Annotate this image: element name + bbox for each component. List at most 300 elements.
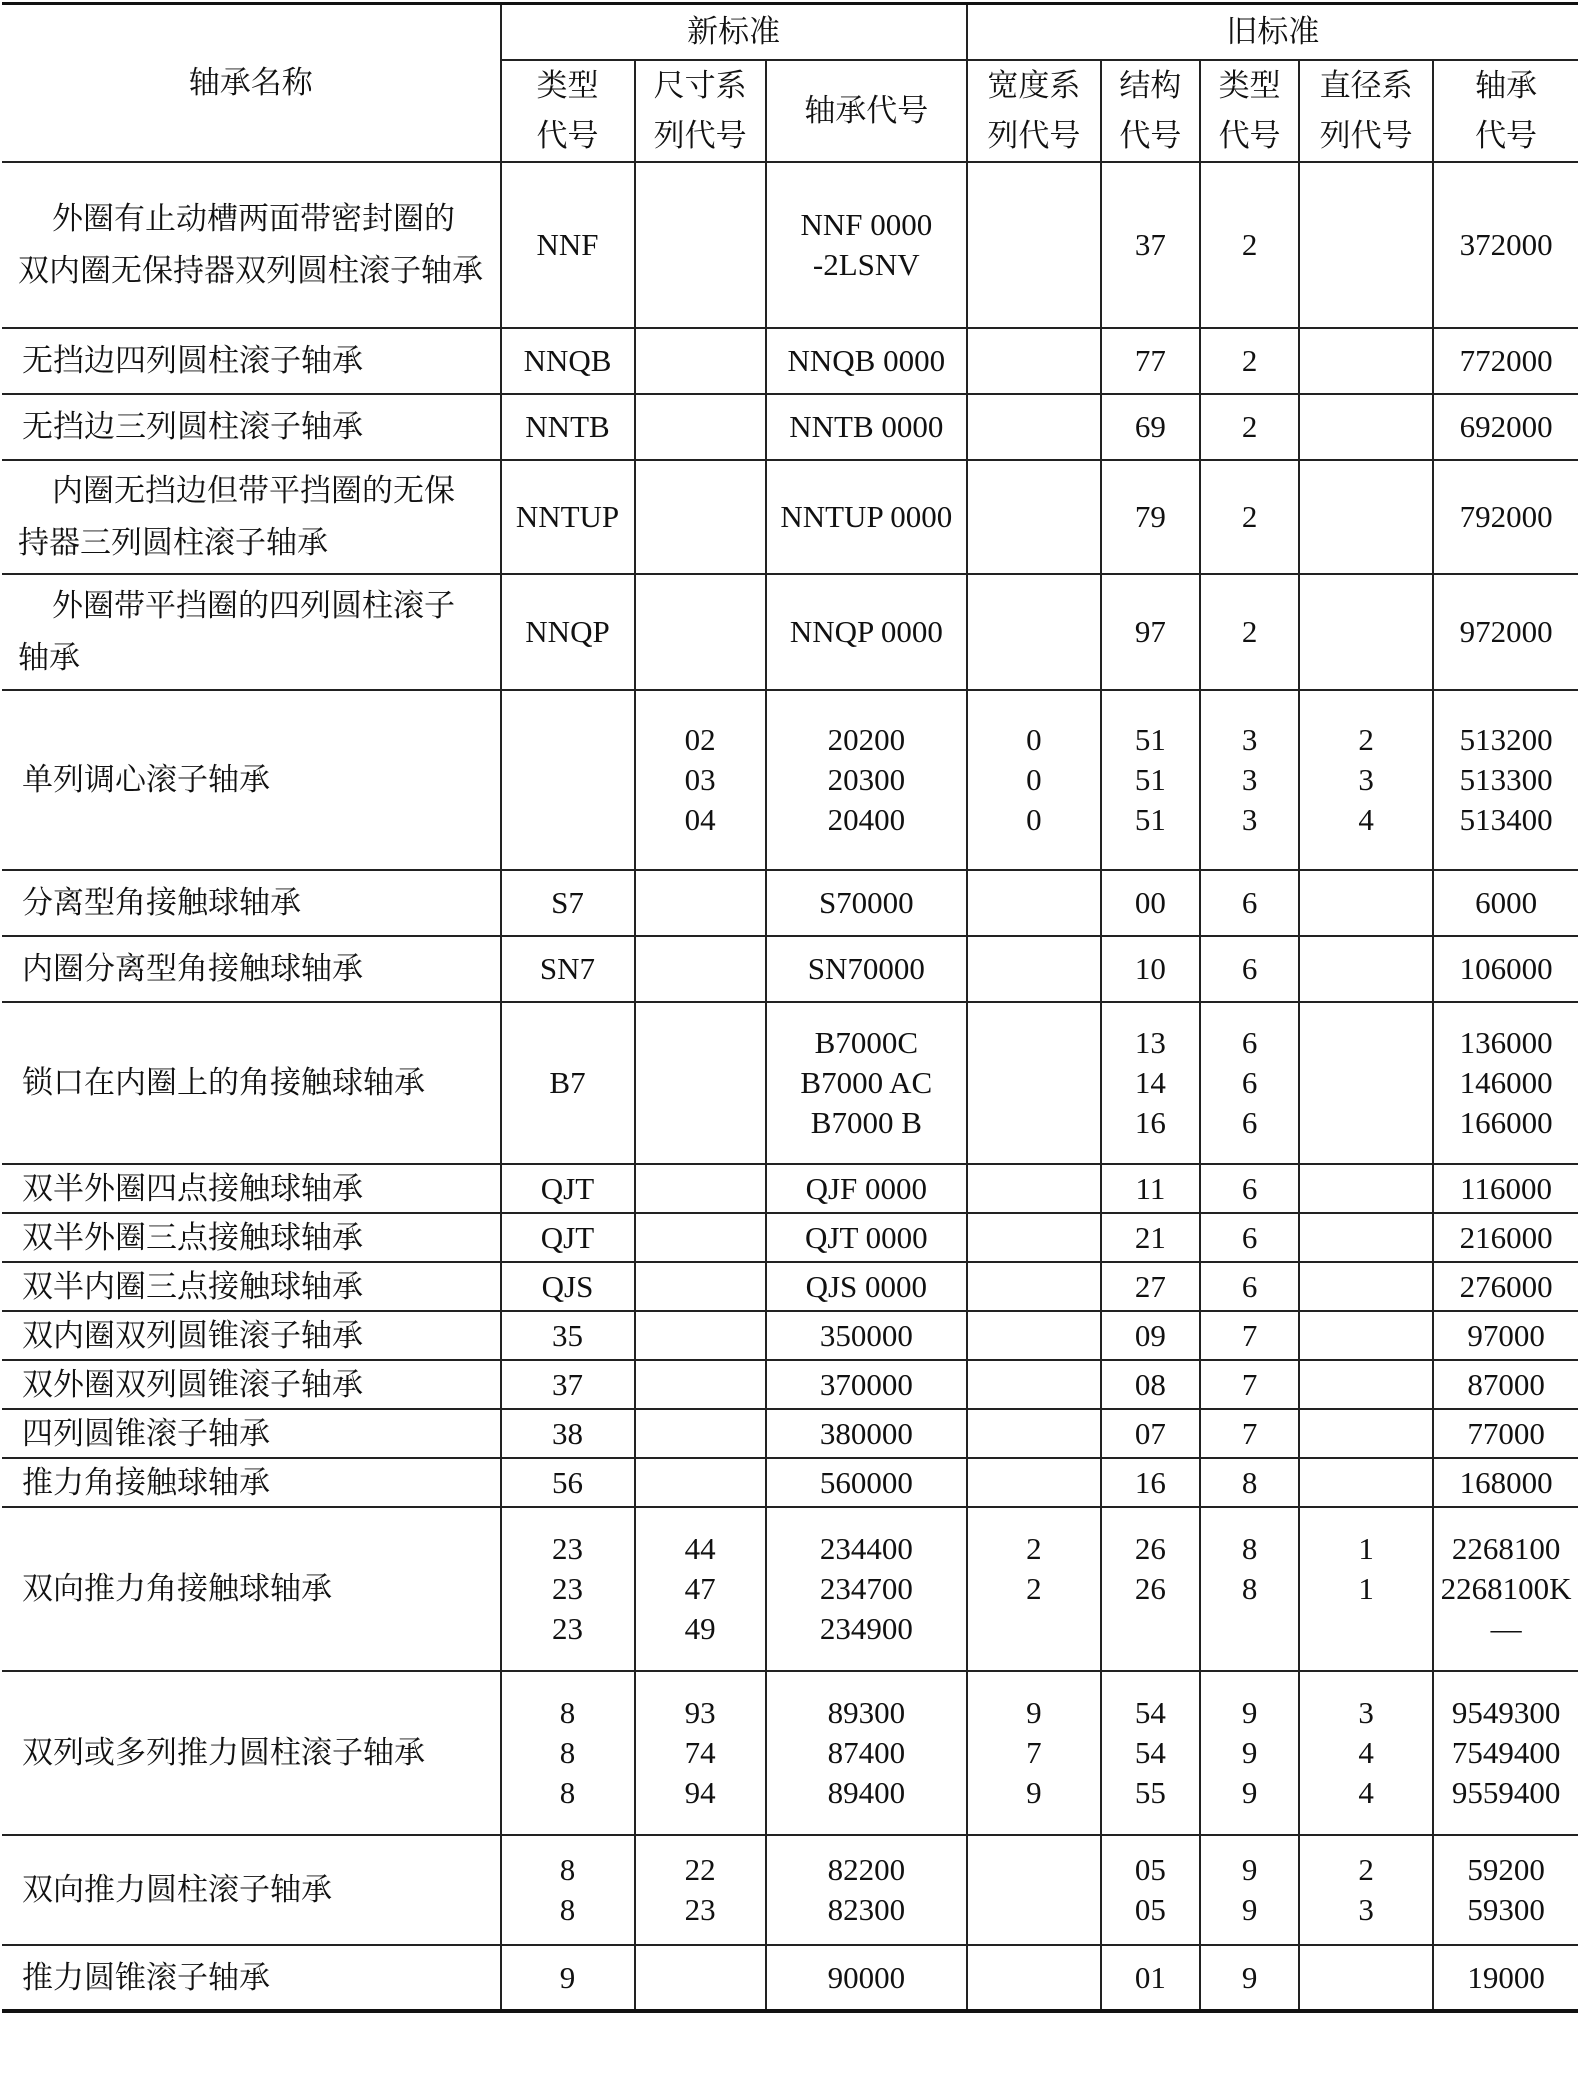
cell-old-bearing-code <box>1433 394 1578 460</box>
cell-bearing-code <box>766 1671 967 1835</box>
cell-structure-code <box>1101 1311 1200 1360</box>
cell-value: 3 <box>1241 802 1258 837</box>
cell-value: 6 <box>1241 1219 1258 1255</box>
cell-value: 3 <box>1358 1695 1374 1730</box>
cell-value: 772000 <box>1459 343 1553 378</box>
cell-value: 59300 <box>1467 1892 1545 1927</box>
cell-value: B7000C <box>814 1025 918 1060</box>
cell-size-series <box>635 394 766 460</box>
cell-old-bearing-code <box>1433 1507 1578 1671</box>
cell-old-bearing-code <box>1433 1311 1578 1360</box>
cell-value: 20200 <box>827 722 906 757</box>
cell-value: 79 <box>1134 499 1166 534</box>
cell-value: 07 <box>1134 1415 1166 1451</box>
cell-value: 2 <box>1241 227 1258 262</box>
cell-value: 44 <box>684 1531 716 1566</box>
cell-size-series <box>635 1409 766 1458</box>
table-row <box>2 1164 1578 1213</box>
cell-bearing-name: 双外圈双列圆锥滚子轴承 <box>2 1360 501 1409</box>
cell-value: 03 <box>684 762 716 797</box>
cell-value: 93 <box>684 1695 716 1730</box>
cell-value: NNTB 0000 <box>789 409 944 444</box>
cell-old-type-code <box>1200 1945 1299 2011</box>
cell-size-series <box>635 460 766 574</box>
table-row <box>2 1409 1578 1458</box>
cell-diameter-series <box>1299 1164 1433 1213</box>
cell-size-series <box>635 1671 766 1835</box>
table-row <box>2 1458 1578 1507</box>
cell-value: 6 <box>1241 1105 1258 1140</box>
cell-value: 6 <box>1241 1025 1258 1060</box>
cell-value: 7 <box>1241 1415 1258 1451</box>
cell-bearing-code <box>766 1164 967 1213</box>
cell-value: 0 <box>1026 802 1042 837</box>
cell-old-type-code <box>1200 1360 1299 1409</box>
cell-value: NNQB 0000 <box>787 343 946 378</box>
cell-type-code <box>501 690 635 870</box>
cell-structure-code <box>1101 1002 1200 1164</box>
table-row <box>2 1671 1578 1835</box>
cell-value: — <box>1490 1611 1522 1646</box>
cell-value: 47 <box>684 1571 716 1606</box>
cell-value: 116000 <box>1460 1170 1552 1206</box>
cell-structure-code <box>1101 328 1200 394</box>
cell-value: 8 <box>1241 1464 1258 1500</box>
cell-value: 6 <box>1241 1268 1258 1304</box>
cell-value: SN7 <box>539 951 596 986</box>
cell-value: NNTUP 0000 <box>780 499 953 534</box>
cell-value: 372000 <box>1459 227 1553 262</box>
cell-width-series <box>967 1458 1101 1507</box>
table-row <box>2 1507 1578 1671</box>
header-new-bearing-code: 轴承代号 <box>766 60 967 162</box>
cell-value: 3 <box>1241 762 1258 797</box>
header-old-width-series: 宽度系 列代号 <box>967 60 1101 162</box>
cell-value: 168000 <box>1459 1464 1553 1500</box>
cell-bearing-name: 内圈无挡边但带平挡圈的无保持器三列圆柱滚子轴承 <box>2 460 501 574</box>
cell-value: 19000 <box>1467 1959 1545 1995</box>
cell-value: 77000 <box>1467 1415 1545 1451</box>
cell-value: 350000 <box>819 1317 913 1353</box>
cell-value: 2 <box>1241 343 1258 378</box>
cell-width-series <box>967 1835 1101 1945</box>
cell-width-series <box>967 574 1101 690</box>
cell-structure-code <box>1101 1164 1200 1213</box>
cell-type-code <box>501 1835 635 1945</box>
table-row <box>2 162 1578 328</box>
cell-value: 11 <box>1135 1170 1166 1206</box>
cell-value: 513400 <box>1459 802 1553 837</box>
cell-value: 8 <box>559 1892 576 1927</box>
cell-old-type-code <box>1200 574 1299 690</box>
cell-value: 82300 <box>827 1892 906 1927</box>
cell-old-bearing-code <box>1433 1671 1578 1835</box>
cell-type-code <box>501 1507 635 1671</box>
cell-type-code <box>501 328 635 394</box>
cell-value: 23 <box>552 1611 583 1646</box>
cell-size-series <box>635 1360 766 1409</box>
cell-value: 7549400 <box>1451 1735 1561 1770</box>
cell-value: 9 <box>559 1959 576 1995</box>
cell-value: 2 <box>1026 1571 1042 1606</box>
cell-value: 74 <box>684 1735 716 1770</box>
cell-value: 51 <box>1134 722 1166 757</box>
cell-value: 276000 <box>1459 1268 1553 1304</box>
cell-value: NNQB <box>523 343 612 378</box>
cell-size-series <box>635 1835 766 1945</box>
cell-structure-code <box>1101 690 1200 870</box>
cell-value: 87400 <box>827 1735 906 1770</box>
cell-diameter-series <box>1299 870 1433 936</box>
cell-value: 7 <box>1241 1317 1258 1353</box>
cell-value: NNTUP <box>515 499 620 534</box>
cell-old-type-code <box>1200 1409 1299 1458</box>
cell-value: 7 <box>1241 1366 1258 1402</box>
cell-value: QJS <box>541 1268 594 1304</box>
cell-type-code <box>501 1409 635 1458</box>
cell-value: 37 <box>1134 227 1166 262</box>
cell-type-code <box>501 870 635 936</box>
cell-value: 54 <box>1134 1695 1166 1730</box>
cell-value: 513200 <box>1459 722 1553 757</box>
cell-bearing-code <box>766 1507 967 1671</box>
header-new-type-code: 类型 代号 <box>501 60 635 162</box>
cell-diameter-series <box>1299 1835 1433 1945</box>
cell-value: 8 <box>559 1775 576 1810</box>
cell-structure-code <box>1101 870 1200 936</box>
cell-old-bearing-code <box>1433 1213 1578 1262</box>
cell-value: B7000 AC <box>800 1065 933 1100</box>
cell-value: QJT <box>540 1219 595 1255</box>
cell-size-series <box>635 1945 766 2011</box>
cell-value: 9559400 <box>1451 1775 1561 1810</box>
cell-old-bearing-code <box>1433 690 1578 870</box>
cell-bearing-name: 单列调心滚子轴承 <box>2 690 501 870</box>
cell-bearing-name: 推力角接触球轴承 <box>2 1458 501 1507</box>
cell-value: 16 <box>1134 1464 1166 1500</box>
cell-diameter-series <box>1299 574 1433 690</box>
header-old-diameter-series: 直径系 列代号 <box>1299 60 1433 162</box>
cell-value: 21 <box>1134 1219 1166 1255</box>
cell-value: QJS 0000 <box>805 1268 928 1304</box>
cell-old-type-code <box>1200 1835 1299 1945</box>
cell-value: 2 <box>1241 409 1258 444</box>
cell-old-bearing-code <box>1433 1409 1578 1458</box>
header-old-bearing-code: 轴承 代号 <box>1433 60 1578 162</box>
cell-value: 166000 <box>1459 1105 1553 1140</box>
cell-value: 216000 <box>1459 1219 1553 1255</box>
cell-old-bearing-code <box>1433 1164 1578 1213</box>
cell-width-series <box>967 1164 1101 1213</box>
header-old-standard: 旧标准 <box>967 4 1578 61</box>
cell-type-code <box>501 1945 635 2011</box>
cell-bearing-code <box>766 870 967 936</box>
cell-structure-code <box>1101 1262 1200 1311</box>
cell-value: 9 <box>1241 1892 1258 1927</box>
cell-old-type-code <box>1200 1213 1299 1262</box>
cell-value: 7 <box>1026 1735 1042 1770</box>
cell-diameter-series <box>1299 1945 1433 2011</box>
cell-value: 13 <box>1134 1025 1166 1060</box>
cell-value: 54 <box>1134 1735 1166 1770</box>
cell-value: 1 <box>1358 1571 1374 1606</box>
cell-old-bearing-code <box>1433 1360 1578 1409</box>
header-new-standard: 新标准 <box>501 4 967 61</box>
cell-value: 02 <box>684 722 716 757</box>
cell-value: S70000 <box>818 885 914 920</box>
header-bearing-name: 轴承名称 <box>2 4 501 163</box>
cell-bearing-name: 双半外圈三点接触球轴承 <box>2 1213 501 1262</box>
cell-old-bearing-code <box>1433 1262 1578 1311</box>
cell-value: 146000 <box>1459 1065 1553 1100</box>
cell-structure-code <box>1101 1458 1200 1507</box>
cell-width-series <box>967 1945 1101 2011</box>
cell-width-series <box>967 460 1101 574</box>
cell-type-code <box>501 162 635 328</box>
cell-value: 234400 <box>819 1531 913 1566</box>
cell-width-series <box>967 1409 1101 1458</box>
cell-type-code <box>501 1458 635 1507</box>
cell-size-series <box>635 328 766 394</box>
cell-bearing-name: 外圈有止动槽两面带密封圈的双内圈无保持器双列圆柱滚子轴承 <box>2 162 501 328</box>
cell-diameter-series <box>1299 1311 1433 1360</box>
cell-value: 51 <box>1134 802 1166 837</box>
cell-old-bearing-code <box>1433 936 1578 1002</box>
cell-value: 234900 <box>819 1611 913 1646</box>
table-row <box>2 328 1578 394</box>
cell-old-bearing-code <box>1433 460 1578 574</box>
cell-structure-code <box>1101 1360 1200 1409</box>
cell-old-bearing-code <box>1433 1458 1578 1507</box>
cell-value: 513300 <box>1459 762 1553 797</box>
cell-size-series <box>635 574 766 690</box>
cell-value: 90000 <box>827 1959 906 1995</box>
cell-value: 9 <box>1026 1775 1042 1810</box>
cell-width-series <box>967 1213 1101 1262</box>
cell-size-series <box>635 1311 766 1360</box>
cell-structure-code <box>1101 1213 1200 1262</box>
cell-value: 136000 <box>1459 1025 1553 1060</box>
cell-value: 9 <box>1241 1959 1258 1995</box>
cell-value: 9 <box>1026 1695 1042 1730</box>
cell-bearing-name: 双向推力角接触球轴承 <box>2 1507 501 1671</box>
cell-structure-code <box>1101 1835 1200 1945</box>
cell-value: 23 <box>552 1571 583 1606</box>
cell-diameter-series <box>1299 1360 1433 1409</box>
cell-value: SN70000 <box>807 951 925 986</box>
cell-old-bearing-code <box>1433 574 1578 690</box>
cell-diameter-series <box>1299 162 1433 328</box>
cell-value: 4 <box>1358 1775 1374 1810</box>
cell-value: 49 <box>684 1611 716 1646</box>
cell-value: 59200 <box>1467 1852 1545 1887</box>
cell-value: NNQP 0000 <box>789 614 943 649</box>
cell-diameter-series <box>1299 1002 1433 1164</box>
cell-value: 38 <box>552 1415 583 1451</box>
cell-old-type-code <box>1200 460 1299 574</box>
cell-value: 51 <box>1134 762 1166 797</box>
cell-bearing-name: 双半内圈三点接触球轴承 <box>2 1262 501 1311</box>
cell-value: 27 <box>1134 1268 1166 1304</box>
cell-value <box>972 1609 1096 1649</box>
cell-size-series <box>635 1262 766 1311</box>
cell-old-type-code <box>1200 1164 1299 1213</box>
cell-type-code <box>501 1671 635 1835</box>
cell-value: 560000 <box>819 1464 913 1500</box>
cell-type-code <box>501 1262 635 1311</box>
table-row <box>2 1002 1578 1164</box>
cell-value: 6 <box>1241 1065 1258 1100</box>
cell-bearing-name: 分离型角接触球轴承 <box>2 870 501 936</box>
cell-bearing-code <box>766 460 967 574</box>
cell-bearing-name: 双向推力圆柱滚子轴承 <box>2 1835 501 1945</box>
cell-value: 4 <box>1358 1735 1374 1770</box>
cell-bearing-name: 无挡边四列圆柱滚子轴承 <box>2 328 501 394</box>
cell-value: 792000 <box>1459 499 1553 534</box>
header-old-type-code: 类型 代号 <box>1200 60 1299 162</box>
cell-structure-code <box>1101 936 1200 1002</box>
cell-value: 82200 <box>827 1852 906 1887</box>
cell-value: 2 <box>1358 722 1374 757</box>
cell-value: 56 <box>552 1464 583 1500</box>
cell-size-series <box>635 1002 766 1164</box>
cell-bearing-code <box>766 328 967 394</box>
cell-diameter-series <box>1299 1262 1433 1311</box>
cell-value: 20300 <box>827 762 906 797</box>
cell-old-bearing-code <box>1433 162 1578 328</box>
cell-old-type-code <box>1200 1507 1299 1671</box>
cell-old-bearing-code <box>1433 1945 1578 2011</box>
cell-size-series <box>635 1458 766 1507</box>
cell-value: 26 <box>1134 1571 1166 1606</box>
cell-size-series <box>635 870 766 936</box>
cell-value: 69 <box>1134 409 1166 444</box>
cell-bearing-name: 双内圈双列圆锥滚子轴承 <box>2 1311 501 1360</box>
cell-bearing-code <box>766 574 967 690</box>
cell-value: 05 <box>1134 1892 1166 1927</box>
cell-bearing-name: 双半外圈四点接触球轴承 <box>2 1164 501 1213</box>
cell-size-series <box>635 1164 766 1213</box>
cell-value: 370000 <box>819 1366 913 1402</box>
cell-width-series <box>967 1002 1101 1164</box>
cell-value: 9 <box>1241 1735 1258 1770</box>
cell-value: 55 <box>1134 1775 1166 1810</box>
cell-old-type-code <box>1200 394 1299 460</box>
cell-diameter-series <box>1299 1671 1433 1835</box>
cell-old-type-code <box>1200 328 1299 394</box>
cell-bearing-name: 内圈分离型角接触球轴承 <box>2 936 501 1002</box>
cell-old-type-code <box>1200 1671 1299 1835</box>
table-row <box>2 574 1578 690</box>
cell-value: 2268100 <box>1451 1531 1561 1566</box>
cell-old-bearing-code <box>1433 1835 1578 1945</box>
cell-bearing-code <box>766 1409 967 1458</box>
cell-value: 1 <box>1358 1531 1374 1566</box>
cell-old-type-code <box>1200 1262 1299 1311</box>
cell-value: QJT <box>540 1170 595 1206</box>
cell-value: 37 <box>552 1366 583 1402</box>
cell-value: 9 <box>1241 1775 1258 1810</box>
table-row <box>2 1262 1578 1311</box>
cell-value: 35 <box>552 1317 583 1353</box>
cell-value: 0 <box>1026 722 1042 757</box>
cell-bearing-name: 四列圆锥滚子轴承 <box>2 1409 501 1458</box>
cell-size-series <box>635 690 766 870</box>
cell-type-code <box>501 1311 635 1360</box>
cell-width-series <box>967 162 1101 328</box>
cell-value: NNQP <box>525 614 610 649</box>
cell-width-series <box>967 328 1101 394</box>
cell-value: 2 <box>1241 499 1258 534</box>
cell-value: NNF 0000 <box>800 207 933 242</box>
cell-value: 01 <box>1134 1959 1166 1995</box>
cell-value: 972000 <box>1459 614 1553 649</box>
cell-value: 10 <box>1134 951 1166 986</box>
cell-diameter-series <box>1299 394 1433 460</box>
cell-value: 87000 <box>1467 1366 1545 1402</box>
cell-value: 234700 <box>819 1571 913 1606</box>
cell-value: 8 <box>559 1735 576 1770</box>
cell-value: 23 <box>684 1892 716 1927</box>
cell-value: 89400 <box>827 1775 906 1810</box>
cell-value: 0 <box>1026 762 1042 797</box>
bearing-code-table <box>2 2 1578 2013</box>
cell-value: 106000 <box>1459 951 1553 986</box>
cell-value: 04 <box>684 802 716 837</box>
cell-bearing-name: 外圈带平挡圈的四列圆柱滚子轴承 <box>2 574 501 690</box>
cell-width-series <box>967 1507 1101 1671</box>
cell-value: 77 <box>1134 343 1166 378</box>
cell-old-bearing-code <box>1433 1002 1578 1164</box>
cell-type-code <box>501 936 635 1002</box>
cell-old-type-code <box>1200 1311 1299 1360</box>
table-body <box>2 162 1578 2011</box>
cell-value: 2 <box>1241 614 1258 649</box>
cell-bearing-code <box>766 1945 967 2011</box>
cell-diameter-series <box>1299 460 1433 574</box>
cell-old-bearing-code <box>1433 870 1578 936</box>
cell-structure-code <box>1101 162 1200 328</box>
table-row <box>2 1945 1578 2011</box>
cell-value: 2 <box>1358 1852 1374 1887</box>
cell-value: 26 <box>1134 1531 1166 1566</box>
cell-diameter-series <box>1299 1409 1433 1458</box>
table-row <box>2 1835 1578 1945</box>
cell-bearing-code <box>766 1262 967 1311</box>
cell-value: 3 <box>1358 762 1374 797</box>
cell-structure-code <box>1101 1945 1200 2011</box>
cell-value: 20400 <box>827 802 906 837</box>
cell-old-type-code <box>1200 1458 1299 1507</box>
table-row <box>2 870 1578 936</box>
cell-size-series <box>635 1213 766 1262</box>
cell-value: 2268100K <box>1440 1571 1572 1606</box>
cell-value: 8 <box>559 1695 576 1730</box>
header-old-structure-code: 结构 代号 <box>1101 60 1200 162</box>
cell-value: 97 <box>1134 614 1166 649</box>
cell-value: 09 <box>1134 1317 1166 1353</box>
cell-value: 00 <box>1134 885 1166 920</box>
cell-value: 6000 <box>1475 885 1538 920</box>
cell-type-code <box>501 1002 635 1164</box>
cell-value: 23 <box>552 1531 583 1566</box>
cell-diameter-series <box>1299 936 1433 1002</box>
cell-value: 89300 <box>827 1695 906 1730</box>
cell-value: 6 <box>1241 1170 1258 1206</box>
cell-type-code <box>501 460 635 574</box>
cell-value: QJF 0000 <box>805 1170 928 1206</box>
cell-value: QJT 0000 <box>805 1219 928 1255</box>
